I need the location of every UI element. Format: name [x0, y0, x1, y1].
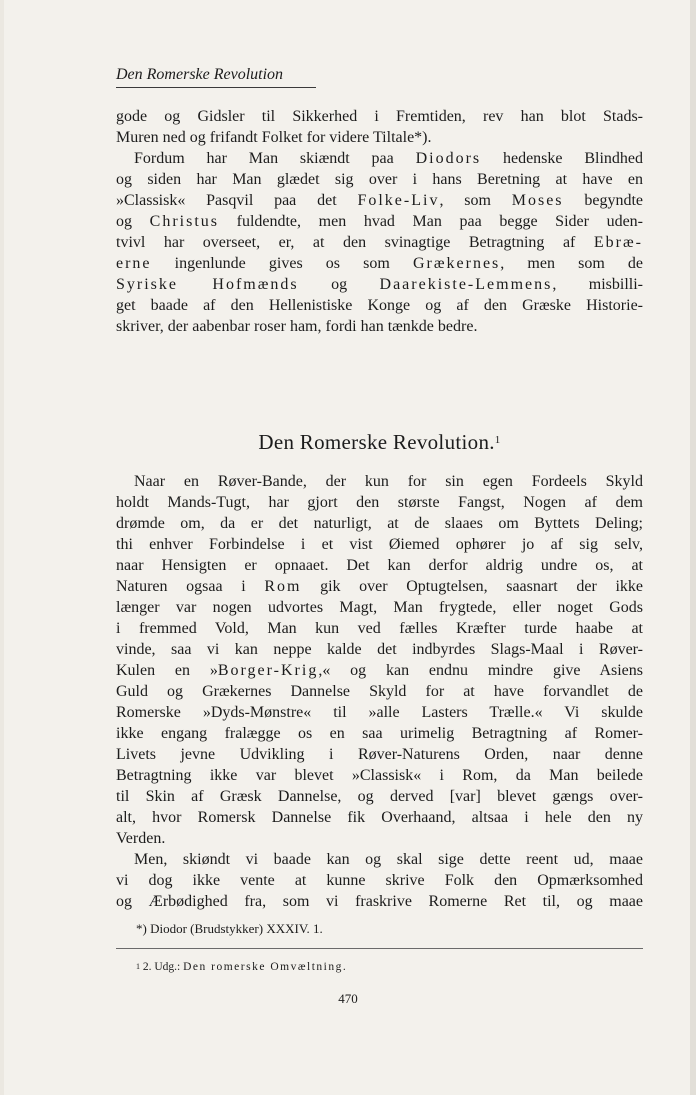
text-run: fuldendte, men hvad Man paa begge Sider uden-	[218, 213, 644, 230]
footnote-edition	[136, 959, 347, 975]
text-line	[116, 660, 643, 681]
text-run: ,« og kan endnu mindre give Asiens	[318, 662, 643, 679]
footnote-edition-text: 2. Udg.:	[140, 961, 184, 973]
text-run: Guld og Grækernes Dannelse Skyld for at have forvandlet de	[116, 683, 643, 700]
text-run: Naturen ogsaa i	[116, 578, 265, 595]
text-run: til Skin af Græsk Dannelse, og derved [var] blevet gængs over-	[116, 788, 643, 805]
text-run: Naar en Røver-Bande, der kun for sin egen Fordeels Skyld	[134, 473, 643, 490]
text-run: Betragtning ikke var blevet »Classisk« i Rom, da Man beilede	[116, 767, 643, 784]
section-title	[116, 428, 643, 456]
text-line	[116, 870, 643, 891]
footnote-rule	[116, 948, 643, 949]
spaced-name: Christus	[149, 213, 219, 230]
paragraph-diodor	[116, 106, 643, 337]
text-line	[116, 744, 643, 765]
text-line	[116, 148, 643, 169]
text-run: og	[298, 276, 380, 293]
text-run: holdt Mands-Tugt, har gjort den største Fangst, Nogen af dem	[116, 494, 643, 511]
text-line	[116, 492, 643, 513]
page-number: 470	[338, 991, 358, 1006]
section-title-footnote-mark: 1	[494, 434, 501, 446]
footnote-star: *) Diodor (Brudstykker) XXXIV. 1.	[136, 921, 323, 936]
text-line	[116, 576, 643, 597]
text-run: skriver, der aabenbar roser ham, fordi han tænkde bedre.	[116, 318, 478, 335]
section-title-text: Den Romerske Revolution.	[258, 430, 495, 454]
text-run: Romerske »Dyds-Mønstre« til »alle Lasters Trælle.« Vi skulde	[116, 704, 643, 721]
text-run: gik over Optugtelsen, saasnart der ikke	[301, 578, 643, 595]
text-run: vi dog ikke vente at kunne skrive Folk den Opmærksomhed	[116, 872, 643, 889]
text-run: get baade af den Hellenistiske Konge og af den Græske Historie-	[116, 297, 643, 314]
spaced-name: Borger-Krig	[217, 662, 319, 679]
text-line	[116, 190, 643, 211]
text-run: begyndte	[563, 192, 643, 209]
spaced-name: Diodors	[415, 150, 482, 167]
paragraph-revolution	[116, 471, 643, 912]
text-run: drømde om, da er det naturligt, at de slaaes om Byttets Deling;	[116, 515, 643, 532]
text-run: tvivl har overseet, er, at den svinagtige Betragtning af	[116, 234, 594, 251]
text-line	[116, 723, 643, 744]
text-run: , men som de	[500, 255, 643, 272]
text-line	[116, 849, 643, 870]
text-run: og Ærbødighed fra, som vi fraskrive Romerne Ret til, og maae	[116, 893, 643, 910]
footnote-edition-mark: 1	[136, 962, 140, 971]
text-run: Muren ned og frifandt Folket for videre Tiltale*).	[116, 129, 432, 146]
text-run: Kulen en »	[116, 662, 218, 679]
text-line	[116, 274, 643, 295]
running-head: Den Romerske Revolution	[116, 64, 316, 88]
text-run: naar Hensigten er opnaaet. Det kan derfor aldrig undre os, at	[116, 557, 643, 574]
text-line	[116, 786, 643, 807]
text-line	[116, 513, 643, 534]
text-run: Livets jevne Udvikling i Røver-Naturens Orden, naar denne	[116, 746, 643, 763]
text-run: gode og Gidsler til Sikkerhed i Fremtiden, rev han blot Stads-	[116, 108, 643, 125]
text-run: og siden har Man glædet sig over i hans Beretning at have en	[116, 171, 643, 188]
text-line	[116, 295, 643, 316]
text-line	[116, 534, 643, 555]
spaced-name: Moses	[511, 192, 564, 209]
text-line	[116, 211, 643, 232]
text-run: Verden.	[116, 830, 166, 847]
spaced-name: Folke-Liv	[357, 192, 440, 209]
text-line	[116, 618, 643, 639]
text-line	[116, 702, 643, 723]
text-line	[116, 597, 643, 618]
text-line	[116, 828, 643, 849]
spaced-name: Syriske Hofmænds	[116, 276, 299, 293]
text-line	[116, 639, 643, 660]
text-run: Fordum har Man skiændt paa	[134, 150, 416, 167]
spaced-name: erne	[116, 255, 152, 272]
text-line	[116, 316, 643, 337]
page-edge	[0, 0, 4, 1095]
text-run: ikke engang fralægge os en saa urimelig Betragtning af Romer-	[116, 725, 643, 742]
text-line	[116, 169, 643, 190]
text-run: thi enhver Forbindelse i et vist Øiemed ophører jo af sig selv,	[116, 536, 643, 553]
text-line	[116, 127, 643, 148]
spaced-name: Ebræ-	[593, 234, 643, 251]
text-run: »Classisk« Pasqvil paa det	[116, 192, 358, 209]
text-run: længer var nogen udvortes Magt, Man frygtede, eller noget Gods	[116, 599, 643, 616]
text-line	[116, 471, 643, 492]
text-run: i fremmed Vold, Man kun ved fælles Kræfter turde haabe at	[116, 620, 643, 637]
text-run: og	[116, 213, 150, 230]
text-line	[116, 232, 643, 253]
text-line	[116, 681, 643, 702]
text-line	[116, 891, 643, 912]
spaced-name: Rom	[264, 578, 302, 595]
spaced-name: Daarekiste-Lemmens	[379, 276, 553, 293]
text-run: hedenske Blindhed	[481, 150, 643, 167]
text-line	[116, 765, 643, 786]
text-run: alt, hvor Romersk Dannelse fik Overhaand, altsaa i hele den ny	[116, 809, 643, 826]
text-run: Men, skiøndt vi baade kan og skal sige dette reent ud, maae	[134, 851, 643, 868]
page-edge	[690, 0, 696, 1095]
text-line	[116, 555, 643, 576]
text-run: , misbilli-	[552, 276, 643, 293]
text-run: , som	[439, 192, 512, 209]
text-line	[116, 106, 643, 127]
footnote-edition-title: Den romerske Omvæltning.	[183, 961, 348, 973]
text-run: vinde, saa vi kan neppe kalde det indbyrdes Slags-Maal i Røver-	[116, 641, 643, 658]
text-line	[116, 253, 643, 274]
text-run: ingenlunde gives os som	[151, 255, 413, 272]
text-line	[116, 807, 643, 828]
spaced-name: Grækernes	[412, 255, 501, 272]
